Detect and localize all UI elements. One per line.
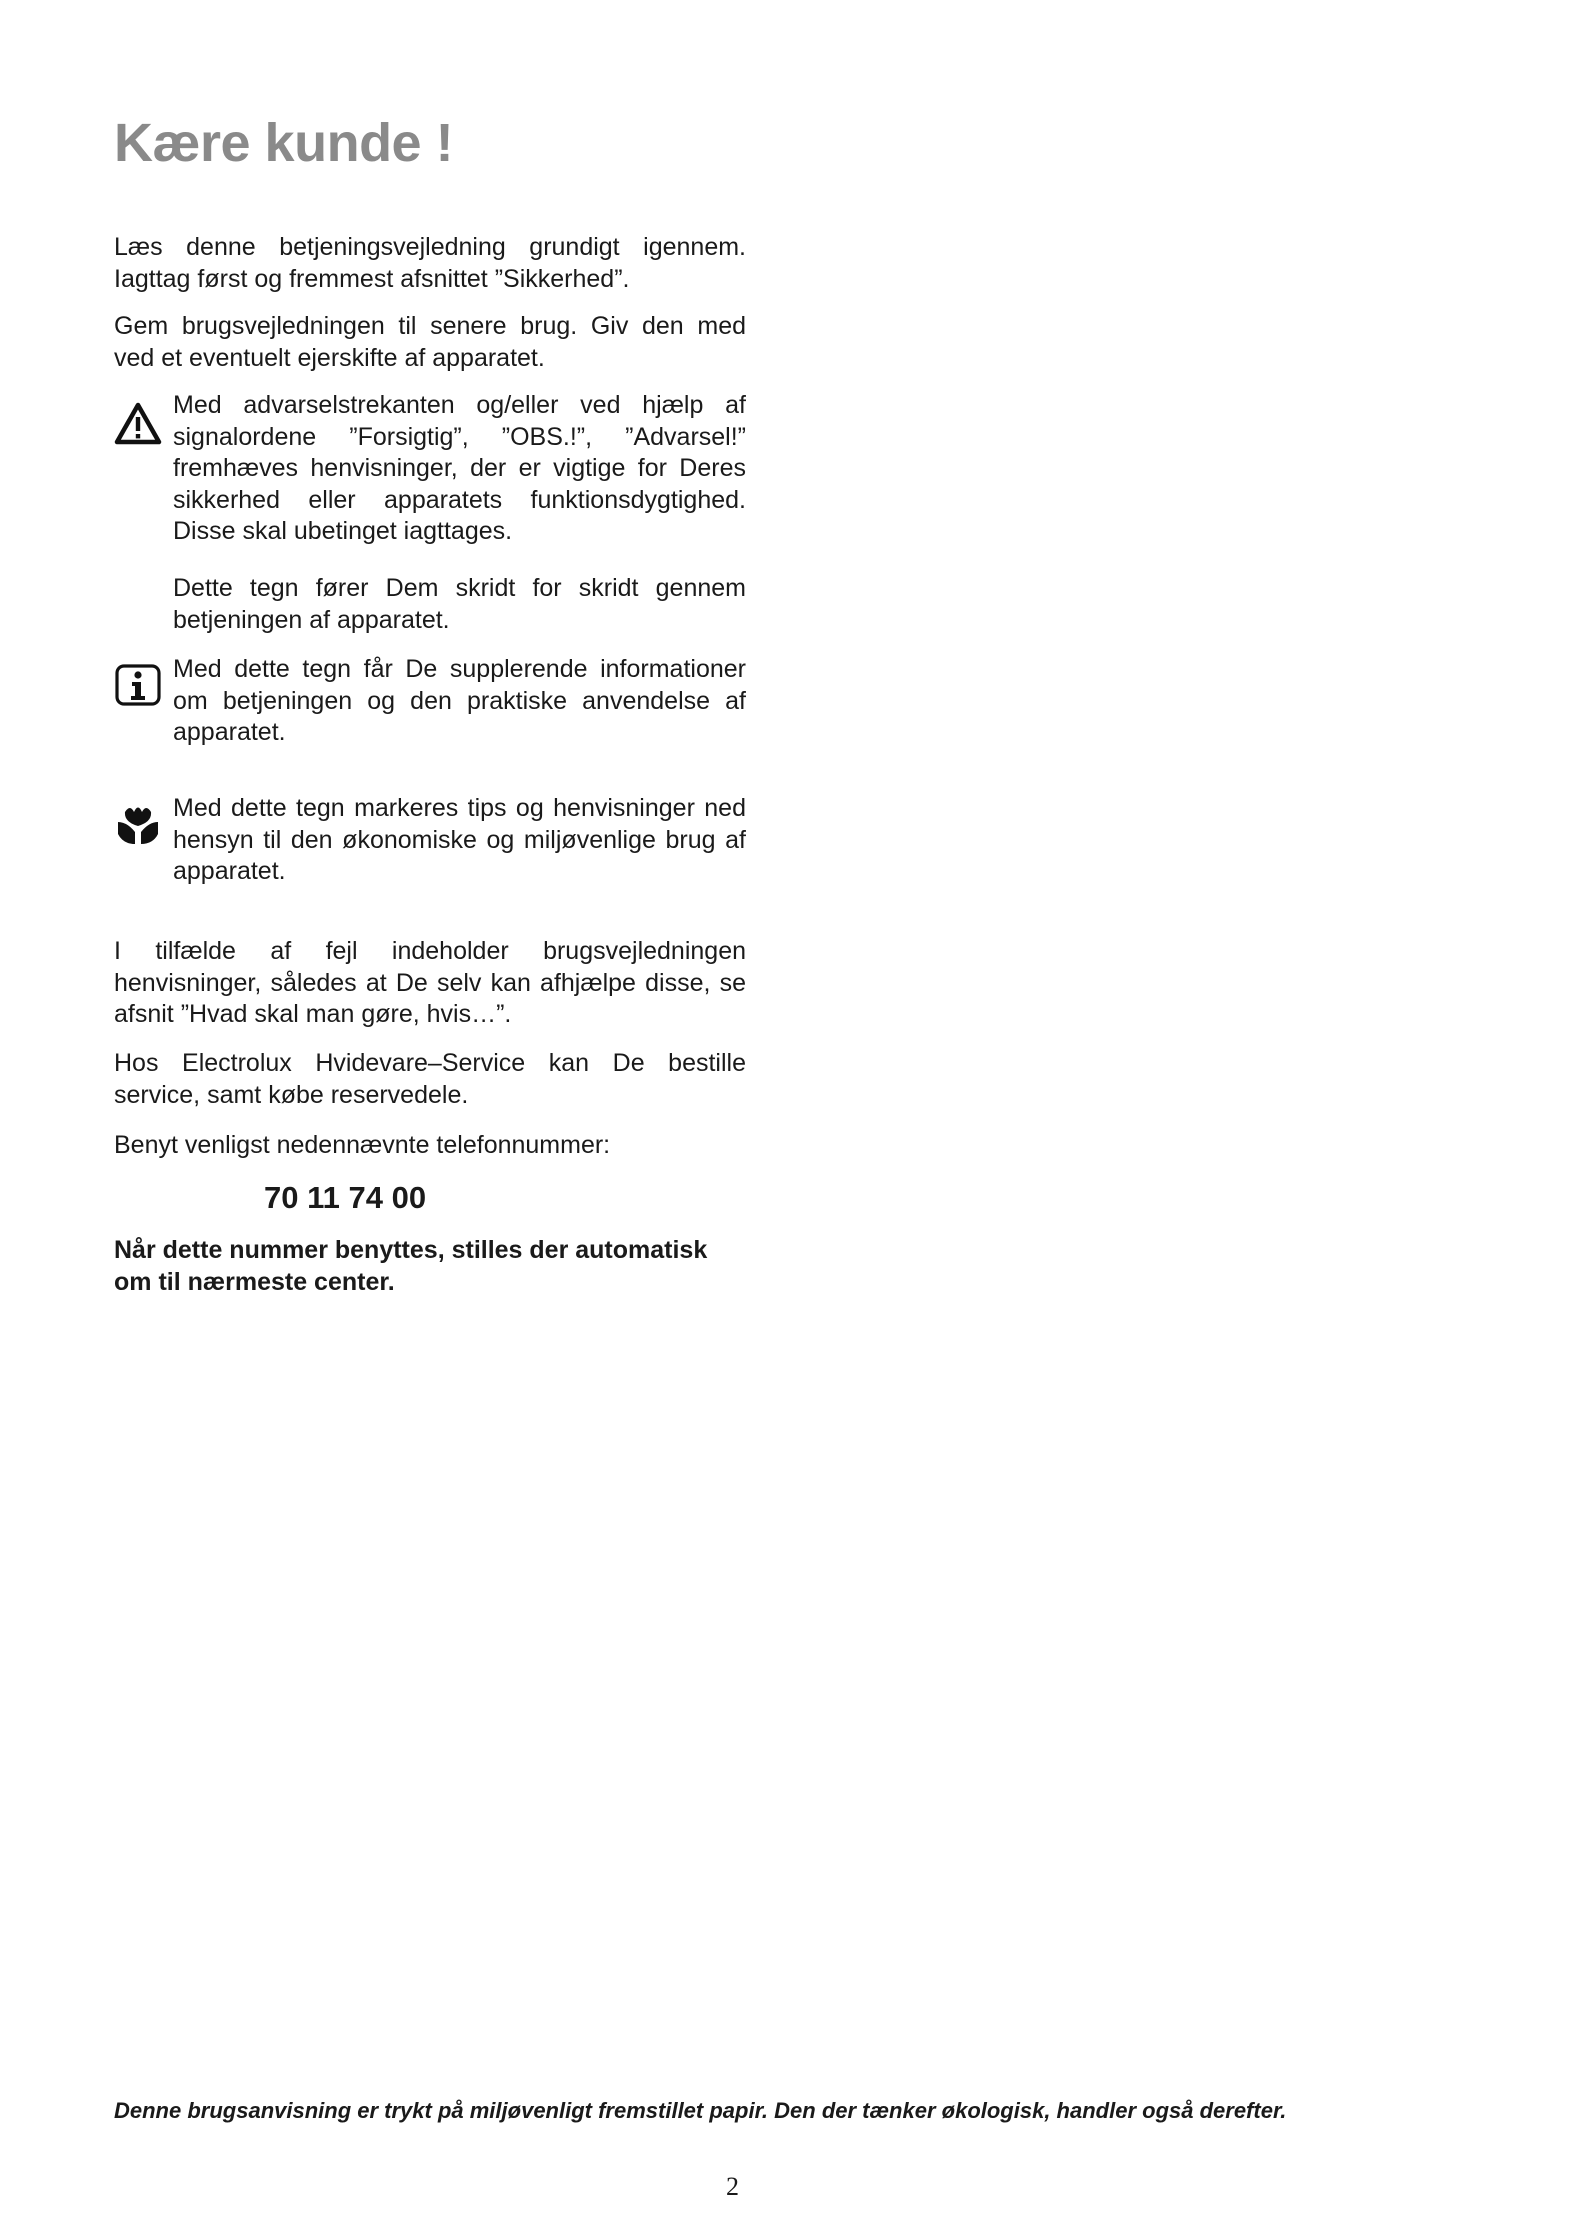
eco-paragraph: Med dette tegn markeres tips og henvisninger ned hensyn til den økonomiske og miljøvenlige brug af apparatet. xyxy=(173,794,746,885)
warning-paragraph: Med advarselstrekanten og/eller ved hjælp af signalordene ”Forsigtig”, ”OBS.!”, ”Advarsel!” fremhæves henvisninger, der er vigtige for Deres sikkerhed eller apparatets funktionsdygtighed. Disse skal ubetinget iagttages. xyxy=(173,391,746,545)
service-phone-number: 70 11 74 00 xyxy=(264,1180,427,1215)
info-paragraph: Med dette tegn får De supplerende informationer om betjeningen og den praktiske anvendelse af apparatet. xyxy=(173,655,746,746)
steps-paragraph: Dette tegn fører Dem skridt for skridt gennem betjeningen af apparatet. xyxy=(173,574,746,634)
page-number: 2 xyxy=(726,2172,739,2201)
intro-paragraph-2: Gem brugsvejledningen til senere brug. Giv den med ved et eventuelt ejerskifte af apparatet. xyxy=(114,312,746,372)
eco-flower-icon xyxy=(114,800,162,848)
intro-paragraph-1: Læs denne betjeningsvejledning grundigt igennem. Iagttag først og fremmest afsnittet ”Sikkerhed”. xyxy=(114,233,746,293)
service-paragraph-1: I tilfælde af fejl indeholder brugsvejledningen henvisninger, således at De selv kan afhjælpe disse, se afsnit ”Hvad skal man gøre, hvis…”. xyxy=(114,937,746,1028)
footer-note: Denne brugsanvisning er trykt på miljøvenligt fremstillet papir. Den der tænker økologisk, handler også derefter. xyxy=(114,2098,1287,2123)
service-paragraph-3: Benyt venligst nedennævnte telefonnummer: xyxy=(114,1131,611,1159)
warning-triangle-icon xyxy=(114,400,162,448)
service-paragraph-2: Hos Electrolux Hvidevare–Service kan De bestille service, samt købe reservedele. xyxy=(114,1049,746,1109)
page-title: Kære kunde ! xyxy=(114,113,454,173)
service-note: Når dette nummer benyttes, stilles der automatisk om til nærmeste center. xyxy=(114,1236,708,1296)
info-icon xyxy=(114,662,162,710)
